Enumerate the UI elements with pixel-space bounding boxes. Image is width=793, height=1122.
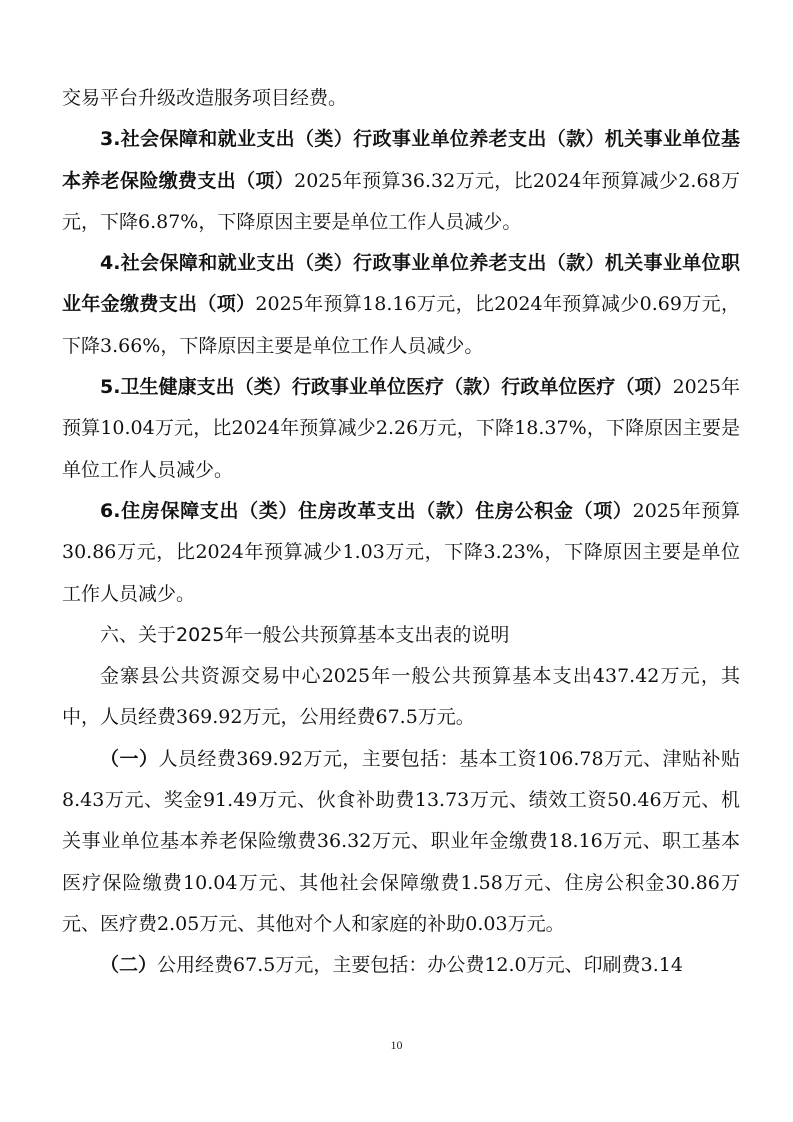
paragraph-text: 2025年预算30.86万元，比2024年预算减少1.03万元，下降3.23%，下降原因主要是单位工作人员减少。 <box>62 499 740 605</box>
document-body <box>62 78 740 987</box>
section-heading: 六、关于2025年一般公共预算基本支出表的说明 <box>100 623 510 646</box>
paragraph-text: 2025年预算36.32万元，比2024年预算减少2.68万元，下降6.87%，下降原因主要是单位工作人员减少。 <box>62 169 740 233</box>
paragraph-text: 金寨县公共资源交易中心2025年一般公共预算基本支出437.42万元，其中，人员经费369.92万元，公用经费67.5万元。 <box>62 665 740 729</box>
item-heading: （一） <box>100 747 159 770</box>
paragraph-summary <box>62 656 740 739</box>
paragraph-item-3 <box>62 119 740 243</box>
item-heading: 4.社会保障和就业支出（类）行政事业单位养老支出（款）机关事业单位职业年金缴费支出（项） <box>62 252 740 316</box>
paragraph-continuation <box>62 78 740 119</box>
paragraph-text: 人员经费369.92万元，主要包括：基本工资106.78万元、津贴补贴8.43万元、奖金91.49万元、伙食补助费13.73万元、绩效工资50.46万元、机关事业单位基本养老保险缴费36.32万元、职业年金缴费18.16万元、职工基本医疗保险缴费10.04万元、其他社会保障缴费1.58万元、住房公积金30.86万元、医疗费2.05万元、其他对个人和家庭的补助0.03万元。 <box>62 747 740 935</box>
paragraph-public-costs <box>62 945 740 986</box>
item-heading: 6.住房保障支出（类）住房改革支出（款）住房公积金（项） <box>100 499 633 522</box>
item-heading: 3.社会保障和就业支出（类）行政事业单位养老支出（款）机关事业单位基本养老保险缴费支出（项） <box>62 128 740 192</box>
paragraph-item-4 <box>62 243 740 367</box>
paragraph-item-5 <box>62 367 740 491</box>
paragraph-item-6 <box>62 491 740 615</box>
page-number: 10 <box>390 1038 403 1052</box>
paragraph-text: 公用经费67.5万元，主要包括：办公费12.0万元、印刷费3.14 <box>157 954 683 977</box>
paragraph-text: 2025年预算10.04万元，比2024年预算减少2.26万元，下降18.37%，下降原因主要是单位工作人员减少。 <box>62 376 740 481</box>
paragraph-text: 交易平台升级改造服务项目经费。 <box>62 87 348 109</box>
paragraph-personnel-costs <box>62 739 740 945</box>
paragraph-text: 2025年预算18.16万元，比2024年预算减少0.69万元，下降3.66%，下降原因主要是单位工作人员减少。 <box>62 293 740 357</box>
item-heading: 5.卫生健康支出（类）行政事业单位医疗（款）行政单位医疗（项） <box>100 376 673 399</box>
item-heading: （二） <box>100 954 158 977</box>
